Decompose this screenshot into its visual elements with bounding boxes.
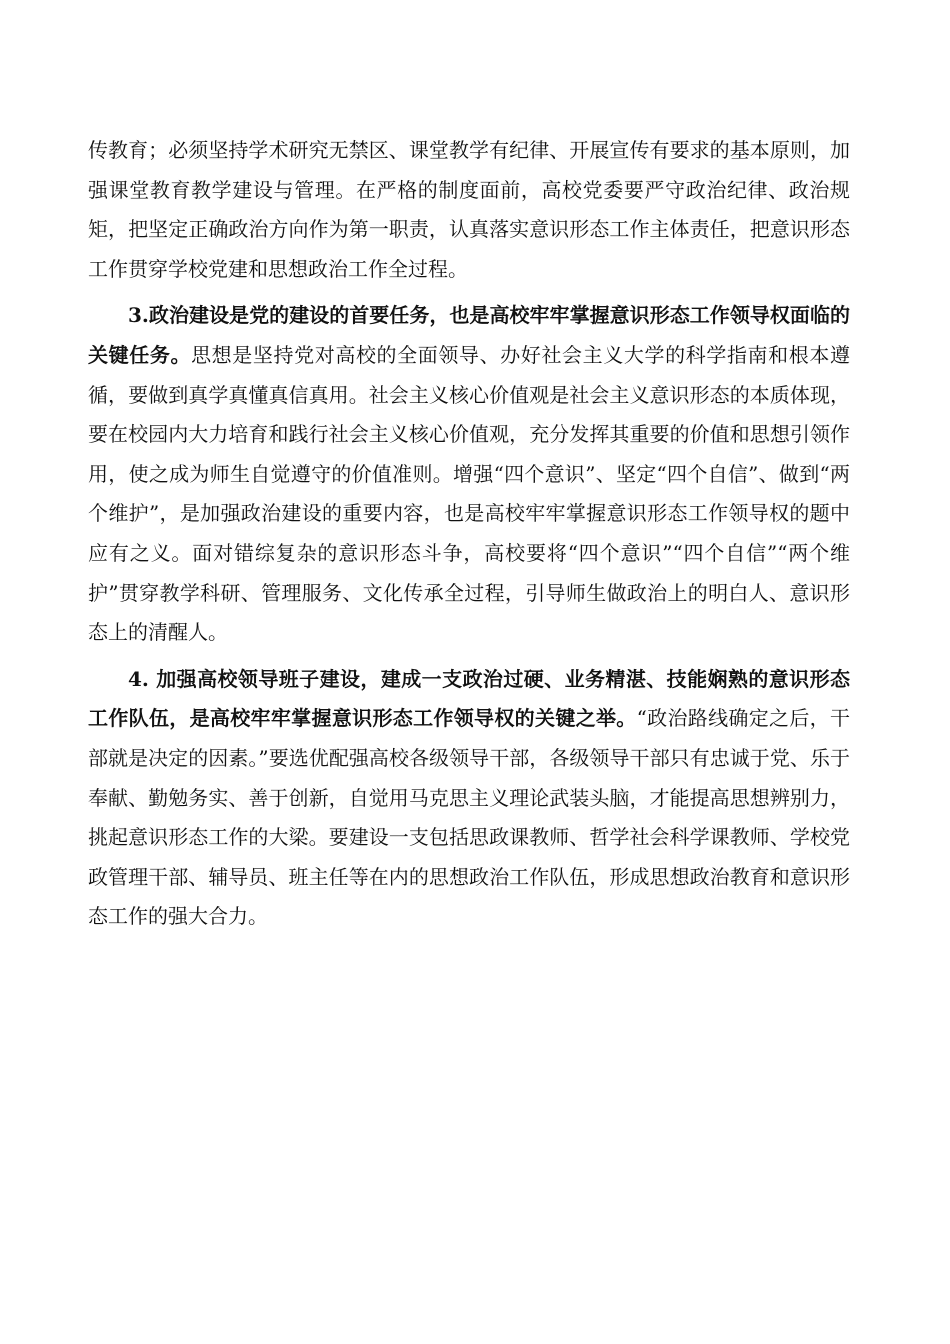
paragraph-lead: 3.政治建设是党的建设的首要任务，也是高校牢牢掌握意识形态工作领导权面临的关键任务。: [88, 303, 850, 367]
paragraph-point-4: [88, 660, 850, 937]
document-body: [88, 131, 850, 944]
paragraph-text: 传教育；必须坚持学术研究无禁区、课堂教学有纪律、开展宣传有要求的基本原则，加强课堂教育教学建设与管理。在严格的制度面前，高校党委要严守政治纪律、政治规矩，把坚定正确政治方向作为第一职责，认真落实意识形态工作主体责任，把意识形态工作贯穿学校党建和思想政治工作全过程。: [88, 138, 850, 281]
paragraph-point-3: [88, 296, 850, 652]
paragraph-text: 思想是坚持党对高校的全面领导、办好社会主义大学的科学指南和根本遵循，要做到真学真懂真信真用。社会主义核心价值观是社会主义意识形态的本质体现，要在校园内大力培育和践行社会主义核心价值观，充分发挥其重要的价值和思想引领作用，使之成为师生自觉遵守的价值准则。增强“四个意识”、坚定“四个自信”、做到“两个维护”，是加强政治建设的重要内容，也是高校牢牢掌握意识形态工作领导权的题中应有之义。面对错综复杂的意识形态斗争，高校要将“四个意识”“四个自信”“两个维护”贯穿教学科研、管理服务、文化传承全过程，引导师生做政治上的明白人、意识形态上的清醒人。: [88, 342, 851, 645]
paragraph-continuation: [88, 131, 850, 289]
paragraph-text: “政治路线确定之后，干部就是决定的因素。”要选优配强高校各级领导干部，各级领导干部只有忠诚于党、乐于奉献、勤勉务实、善于创新，自觉用马克思主义理论武装头脑，才能提高思想辨别力，挑起意识形态工作的大梁。要建设一支包括思政课教师、哲学社会科学课教师、学校党政管理干部、辅导员、班主任等在内的思想政治工作队伍，形成思想政治教育和意识形态工作的强大合力。: [88, 706, 850, 929]
paragraph-lead: 4. 加强高校领导班子建设，建成一支政治过硬、业务精湛、技能娴熟的意识形态工作队伍，是高校牢牢掌握意识形态工作领导权的关键之举。: [88, 666, 850, 731]
